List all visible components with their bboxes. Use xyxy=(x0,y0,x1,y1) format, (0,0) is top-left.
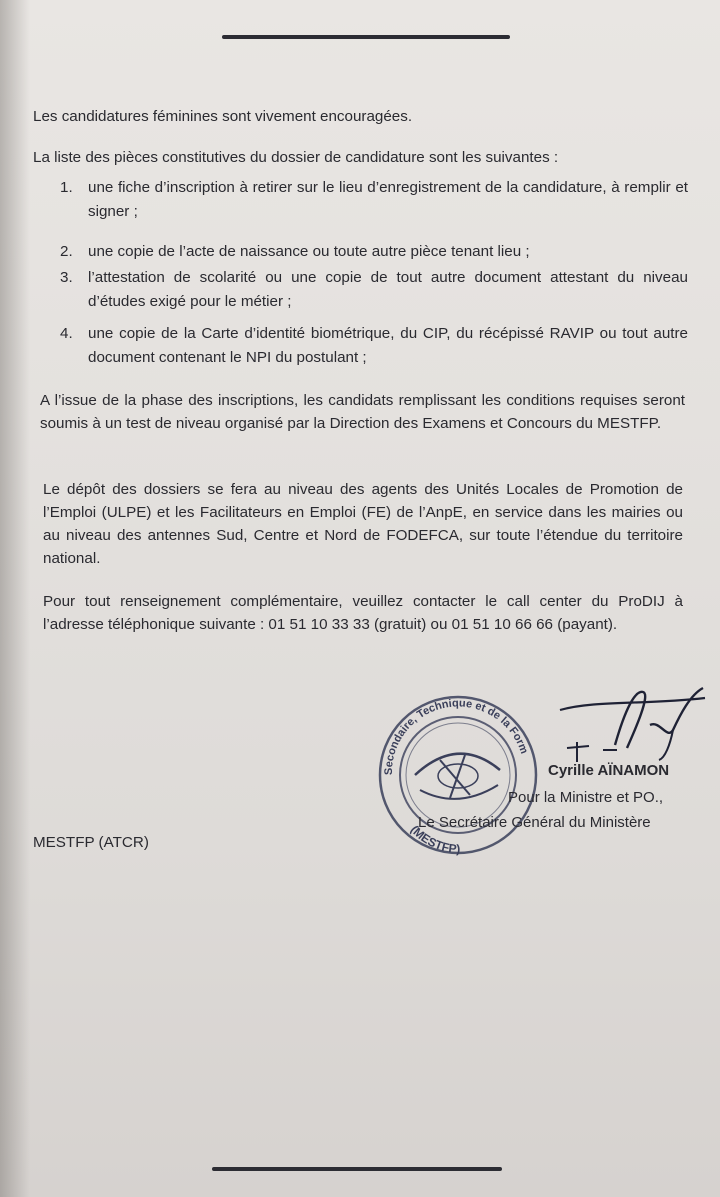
top-rule xyxy=(222,35,510,39)
list-item xyxy=(60,240,688,264)
list-item-number: 4. xyxy=(60,325,73,342)
list-item xyxy=(60,176,688,224)
paragraph-deposit: Le dépôt des dossiers se fera au niveau des agents des Unités Locales de Promotion de l’Emploi (ULPE) et les Facilitateurs en Emploi (FE) de l’AnpE, en service dans les mairies ou au niveau des antennes Sud, Centre et Nord de FODEFCA, sur toute l’étendue du territoire national. xyxy=(43,481,683,567)
svg-text:Secondaire, Technique et de la: Secondaire, Technique et de la Form xyxy=(382,697,531,776)
paragraph-inscription-phase: A l’issue de la phase des inscriptions, les candidats remplissant les conditions requises seront soumis à un test de niveau organisé par la Direction des Examens et Concours du MESTFP. xyxy=(40,392,685,432)
list-item xyxy=(60,266,688,314)
list-item-text: une fiche d’inscription à retirer sur le lieu d’enregistrement de la candidature, à remplir et signer ; xyxy=(88,179,688,220)
signatory-title: Le Secrétaire Général du Ministère xyxy=(418,814,651,831)
list-item-text: l’attestation de scolarité ou une copie de tout autre document attestant du niveau d’études exigé pour le métier ; xyxy=(88,269,688,310)
signatory-name: Cyrille AÏNAMON xyxy=(548,762,670,779)
list-item-number: 2. xyxy=(60,243,73,260)
paragraph-female-candidates: Les candidatures féminines sont vivement encouragées. xyxy=(33,108,413,125)
svg-text:(MESTFP): (MESTFP) xyxy=(407,822,461,856)
list-item xyxy=(60,322,688,370)
signatory-capacity: Pour la Ministre et PO., xyxy=(508,789,664,806)
bottom-rule xyxy=(212,1167,502,1171)
handwritten-signature-icon xyxy=(555,670,710,770)
list-item-text: une copie de la Carte d’identité biométrique, du CIP, du récépissé RAVIP ou tout autre document contenant le NPI du postulant ; xyxy=(88,325,688,366)
list-item-number: 1. xyxy=(60,179,73,196)
list-item-text: une copie de l’acte de naissance ou toute autre pièce tenant lieu ; xyxy=(88,243,530,260)
official-seal-icon xyxy=(370,680,545,865)
document-reference: MESTFP (ATCR) xyxy=(33,834,149,851)
paragraph-contact: Pour tout renseignement complémentaire, veuillez contacter le call center du ProDIJ à l’adresse téléphonique suivante : 01 51 10 33 33 (gratuit) ou 01 51 10 66 66 (payant). xyxy=(43,593,683,633)
list-item-number: 3. xyxy=(60,269,73,286)
paragraph-documents-intro: La liste des pièces constitutives du dossier de candidature sont les suivantes : xyxy=(33,149,559,166)
